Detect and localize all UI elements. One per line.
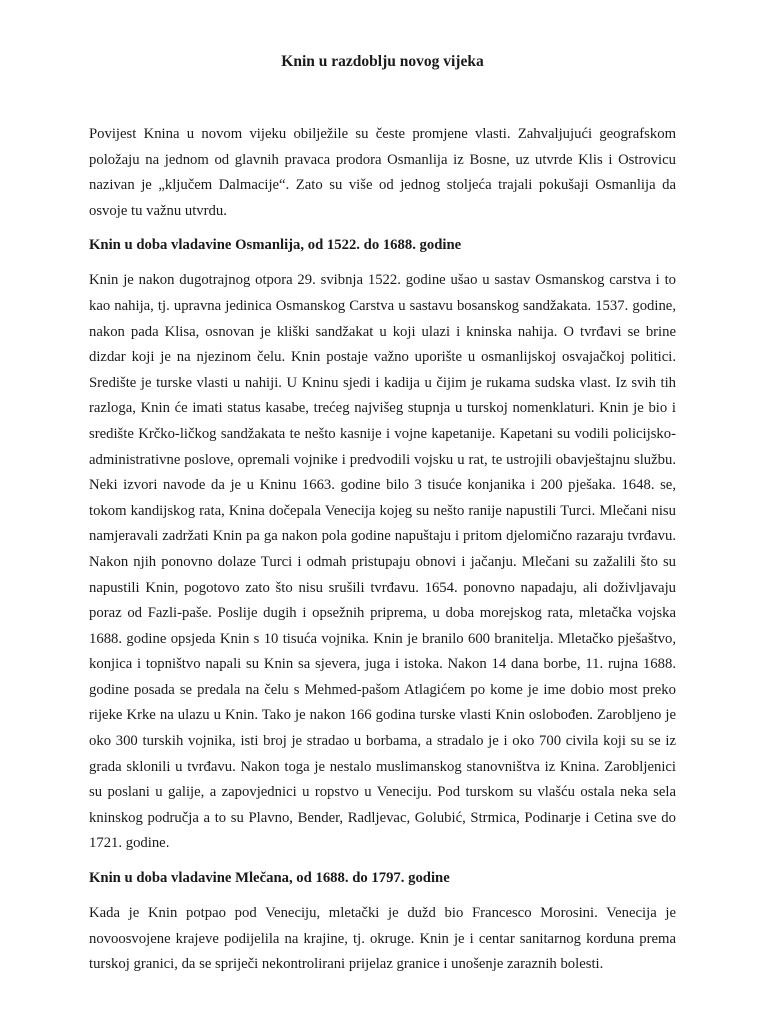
section-paragraph-ottoman-rule: Knin je nakon dugotrajnog otpora 29. svibnja 1522. godine ušao u sastav Osmanskog carstva i to kao nahija, tj. upravna jedinica Osmanskog Carstva u sastavu bosanskog sandžakata. 1537. godine, nakon pada Klisa, osnovan je kliški sandžakat u koji ulazi i kninska nahija. O tvrđavi se brine dizdar koji je na njezinom čelu. Knin postaje važno uporište u osmanlijskoj osvajačkoj politici. Središte je turske vlasti u nahiji. U Kninu sjedi i kadija u čijim je rukama sudska vlast. Iz svih tih razloga, Knin će imati status kasabe, trećeg najvišeg stupnja u turskoj nomenklaturi. Knin je bio i središte Krčko-ličkog sandžakata te nešto kasnije i vojne kapetanije. Kapetani su vodili policijsko-administrativne poslove, opremali vojnike i predvodili vojsku u rat, te ustrojili obavještajnu službu. Neki izvori navode da je u Kninu 1663. godine bilo 3 tisuće konjanika i 200 pješaka. 1648. se, tokom kandijskog rata, Knina dočepala Venecija kojeg su nešto ranije napustili Turci. Mlečani nisu namjeravali zadržati Knin pa ga nakon pola godine napuštaju i pritom djelomično razaraju tvrđavu. Nakon njih ponovno dolaze Turci i odmah pristupaju obnovi i jačanju. Mlečani su zažalili što su napustili Knin, pogotovo zato što nisu srušili tvrđavu. 1654. ponovno napadaju, ali doživljavaju poraz od Fazli-paše. Poslije dugih i opsežnih priprema, u doba morejskog rata, mletačka vojska 1688. godine opsjeda Knin s 10 tisuća vojnika. Knin je branilo 600 branitelja. Mletačko pješaštvo, konjica i topništvo napali su Knin sa sjevera, juga i istoka. Nakon 14 dana borbe, 11. rujna 1688. godine posada se predala na čelu s Mehmed-pašom Atlagićem po kome je ime dobio most preko rijeke Krke na ulazu u Knin. Tako je nakon 166 godina turske vlasti Knin oslobođen. Zarobljeno je oko 300 turskih vojnika, isti broj je stradao u borbama, a stradalo je i oko 700 civila koji su se iz grada sklonili u tvrđavu. Nakon toga je nestalo muslimanskog stanovništva iz Knina. Zarobljenici su poslani u galije, a zapovjednici u ropstvo u Veneciju. Pod turskom su vlašću ostala neka sela kninskog područja a to su Plavno, Bender, Radljevac, Golubić, Strmica, Podinarje i Cetina sve do 1721. godine. bbox=[89, 272, 676, 852]
section-paragraph-venetian-rule: Kada je Knin potpao pod Veneciju, mletački je dužd bio Francesco Morosini. Venecija je novoosvojene krajeve podijelila na krajine, tj. okruge. Knin je i centar sanitarnog korduna prema turskoj granici, da se spriječi nekontrolirani prijelaz granice i unošenje zaraznih bolesti. bbox=[89, 905, 676, 973]
intro-paragraph: Povijest Knina u novom vijeku obilježile su česte promjene vlasti. Zahvaljujući geografskom položaju na jednom od glavnih pravaca prodora Osmanlija iz Bosne, uz utvrde Klis i Ostrovicu nazivan je „ključem Dalmacije“. Zato su više od jednog stoljeća trajali pokušaji Osmanlija da osvoje tu važnu utvrdu. bbox=[89, 126, 676, 219]
document-title: Knin u razdoblju novog vijeka bbox=[281, 53, 484, 70]
section-heading-ottoman-rule: Knin u doba vladavine Osmanlija, od 1522. do 1688. godine bbox=[89, 237, 462, 254]
section-heading-venetian-rule: Knin u doba vladavine Mlečana, od 1688. do 1797. godine bbox=[89, 870, 450, 887]
document-body bbox=[89, 122, 676, 989]
document-page bbox=[89, 0, 676, 1024]
